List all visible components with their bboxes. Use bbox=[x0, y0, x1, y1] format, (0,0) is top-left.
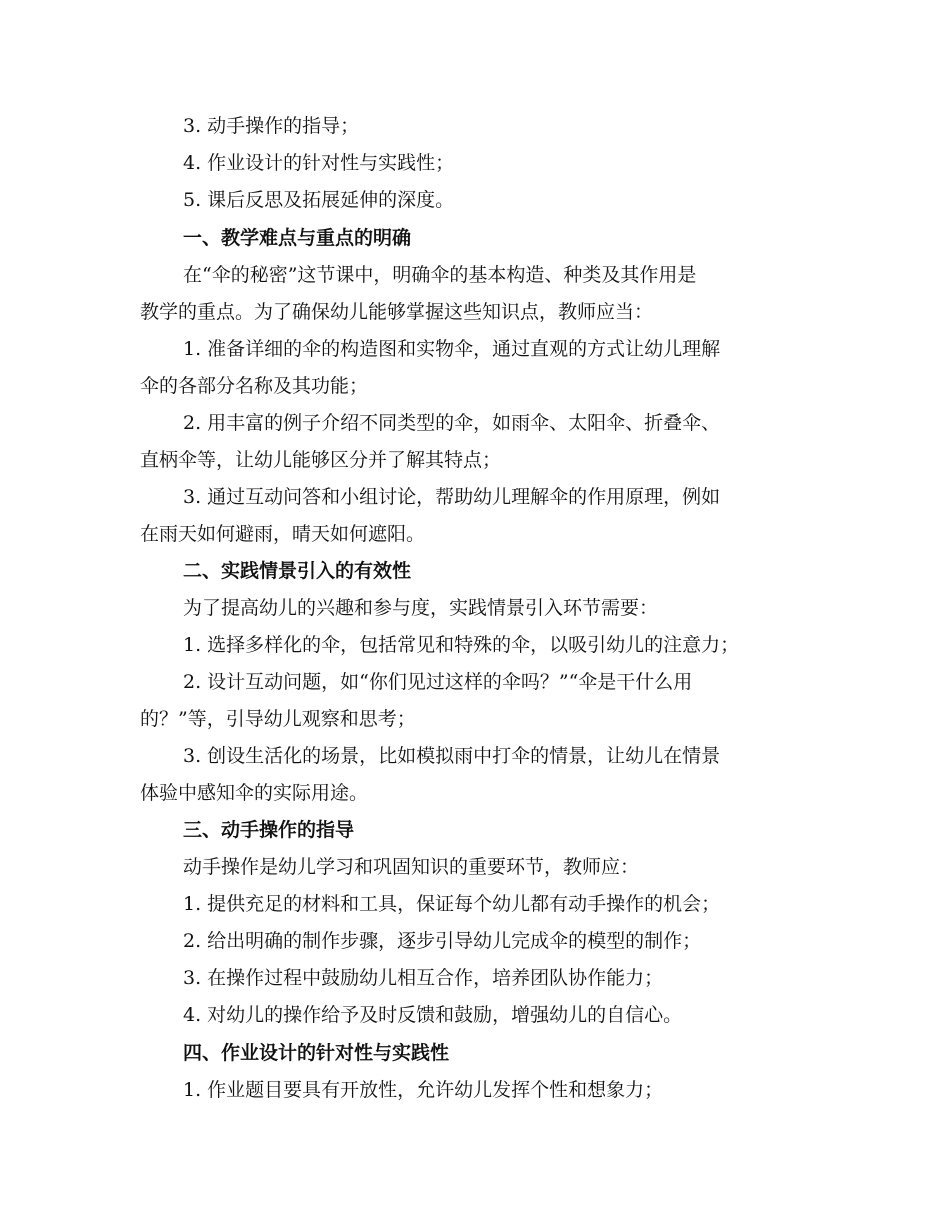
list-item-continuation: 体验中感知伞的实际用途。 bbox=[140, 782, 369, 804]
paragraph-line: 为了提高幼儿的兴趣和参与度，实践情景引入环节需要： bbox=[183, 597, 659, 619]
section-heading: 四、作业设计的针对性与实践性 bbox=[183, 1042, 450, 1064]
list-item-continuation: 直柄伞等，让幼儿能够区分并了解其特点； bbox=[140, 449, 502, 471]
list-item: 5. 课后反思及拓展延伸的深度。 bbox=[183, 189, 455, 211]
list-item: 2. 设计互动问题，如“你们见过这样的伞吗？”“伞是干什么用 bbox=[183, 671, 693, 693]
paragraph-line: 在“伞的秘密”这节课中，明确伞的基本构造、种类及其作用是 bbox=[183, 264, 697, 286]
paragraph-line: 教学的重点。为了确保幼儿能够掌握这些知识点，教师应当： bbox=[140, 301, 654, 323]
list-item-continuation: 的？”等，引导幼儿观察和思考； bbox=[140, 708, 416, 730]
list-item: 1. 提供充足的材料和工具，保证每个幼儿都有动手操作的机会； bbox=[183, 893, 721, 915]
list-item: 3. 动手操作的指导； bbox=[183, 115, 360, 137]
list-item: 3. 通过互动问答和小组讨论，帮助幼儿理解伞的作用原理，例如 bbox=[183, 486, 721, 508]
list-item: 2. 给出明确的制作步骤，逐步引导幼儿完成伞的模型的制作； bbox=[183, 930, 702, 952]
list-item: 1. 作业题目要具有开放性，允许幼儿发挥个性和想象力； bbox=[183, 1079, 664, 1101]
list-item: 1. 选择多样化的伞，包括常见和特殊的伞，以吸引幼儿的注意力； bbox=[183, 634, 740, 656]
section-heading: 三、动手操作的指导 bbox=[183, 819, 355, 841]
list-item: 3. 创设生活化的场景，比如模拟雨中打伞的情景，让幼儿在情景 bbox=[183, 745, 721, 767]
list-item: 4. 作业设计的针对性与实践性； bbox=[183, 152, 455, 174]
list-item: 2. 用丰富的例子介绍不同类型的伞，如雨伞、太阳伞、折叠伞、 bbox=[183, 412, 721, 434]
list-item-continuation: 在雨天如何避雨，晴天如何遮阳。 bbox=[140, 523, 426, 545]
section-heading: 二、实践情景引入的有效性 bbox=[183, 560, 412, 582]
list-item-continuation: 伞的各部分名称及其功能； bbox=[140, 375, 369, 397]
list-item: 4. 对幼儿的操作给予及时反馈和鼓励，增强幼儿的自信心。 bbox=[183, 1004, 683, 1026]
list-item: 1. 准备详细的伞的构造图和实物伞，通过直观的方式让幼儿理解 bbox=[183, 338, 721, 360]
list-item: 3. 在操作过程中鼓励幼儿相互合作，培养团队协作能力； bbox=[183, 967, 664, 989]
paragraph-line: 动手操作是幼儿学习和巩固知识的重要环节，教师应： bbox=[183, 856, 640, 878]
section-heading: 一、教学难点与重点的明确 bbox=[183, 227, 412, 249]
